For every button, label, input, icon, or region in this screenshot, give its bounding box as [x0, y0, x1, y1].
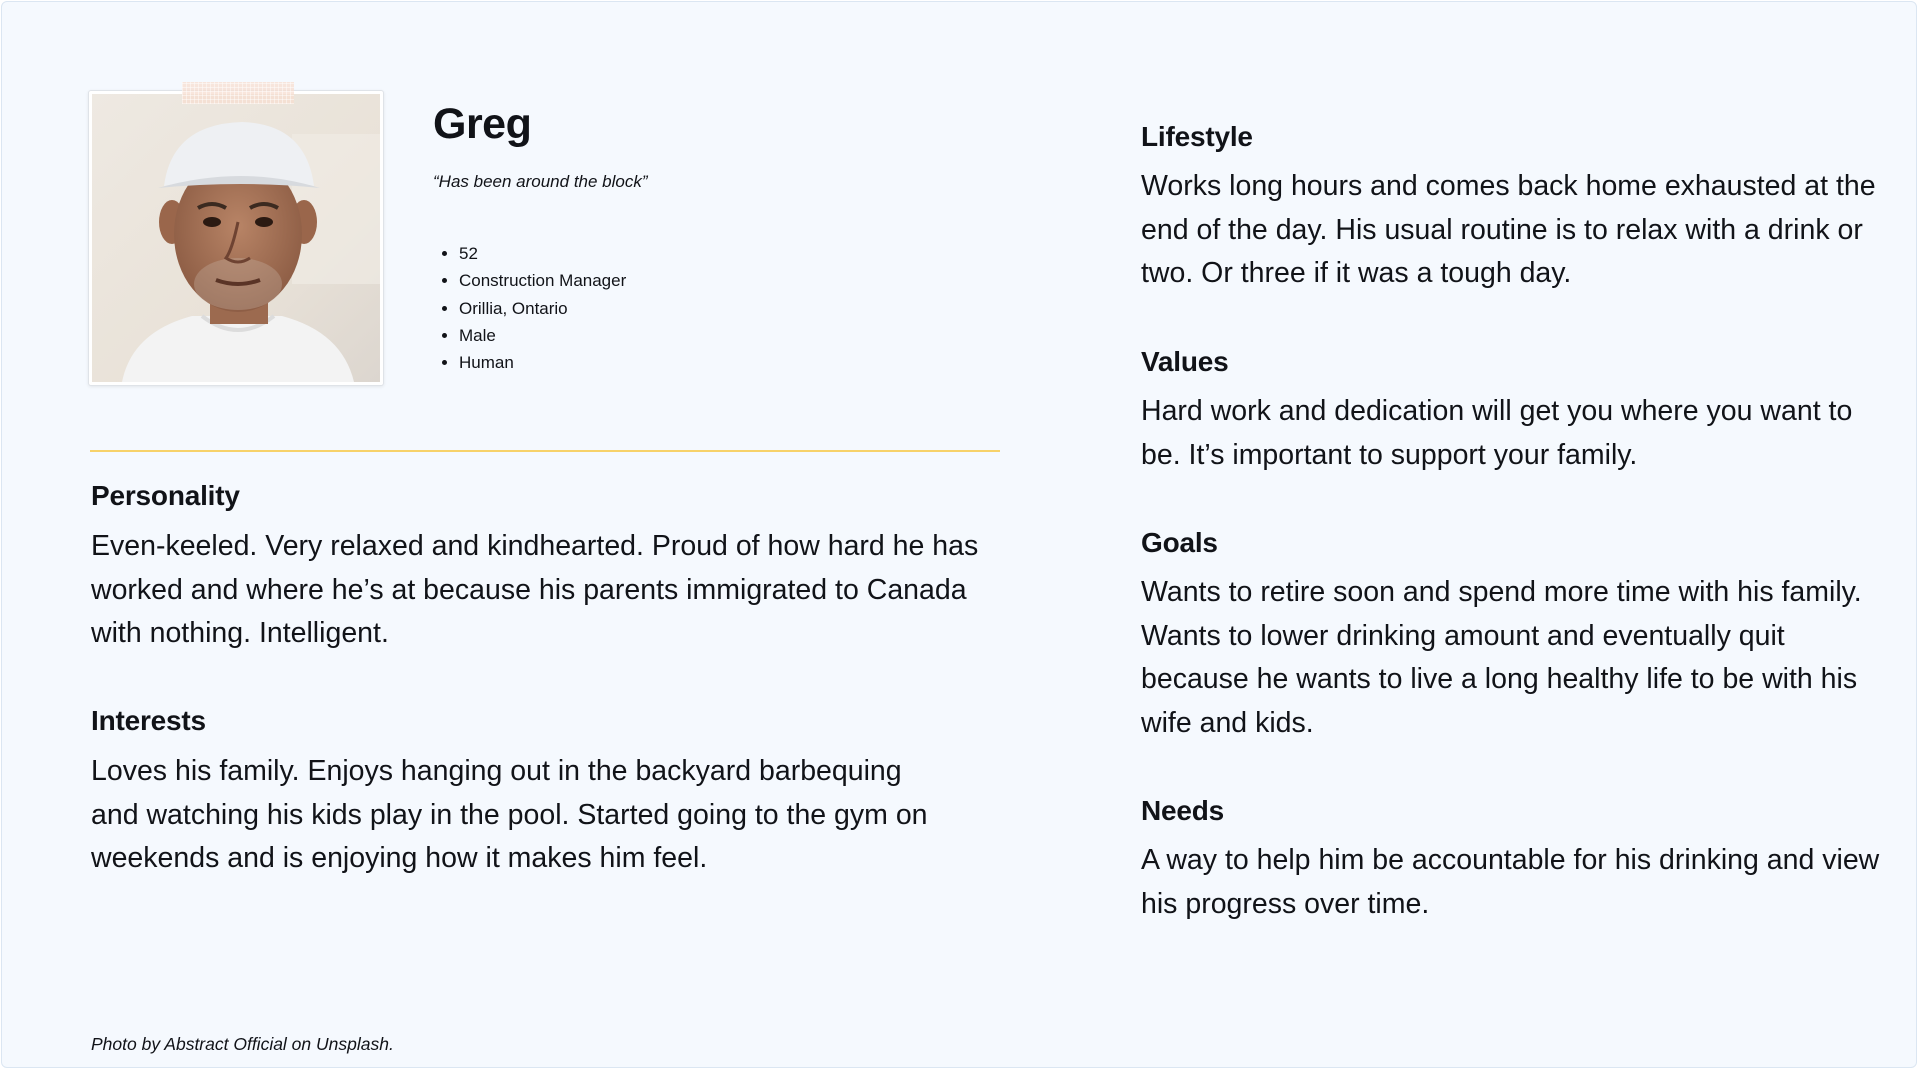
lifestyle-heading: Lifestyle — [1141, 121, 1253, 152]
lifestyle-text: Works long hours and comes back home exhausted at the end of the day. His usual routine is to relax with a drink or two. Or three if it was a tough day. — [1141, 170, 1876, 289]
portrait-image — [92, 94, 380, 382]
section-divider — [90, 450, 1000, 452]
values-heading: Values — [1141, 346, 1229, 377]
fact-location: • Orillia, Ontario — [459, 295, 626, 322]
fact-occupation: • Construction Manager — [459, 267, 626, 294]
fact-species: • Human — [459, 349, 626, 376]
interests-text: Loves his family. Enjoys hanging out in the backyard barbequing and watching his kids play in the pool. Started going to the gym on weekends and is enjoying how it makes him feel. — [91, 755, 928, 874]
photo-credit: Photo by Abstract Official on Unsplash. — [91, 1034, 394, 1054]
persona-card — [1, 1, 1917, 1068]
tape-strip — [182, 82, 294, 104]
goals-text: Wants to retire soon and spend more time with his family. Wants to lower drinking amount and eventually quit because he wants to live a long healthy life to be with his wife and kids. — [1141, 576, 1862, 739]
portrait-photo — [88, 90, 384, 386]
personality-heading: Personality — [91, 480, 240, 511]
needs-text: A way to help him be accountable for his drinking and view his progress over time. — [1141, 844, 1880, 920]
persona-facts-list — [437, 240, 626, 376]
fact-age: • 52 — [459, 240, 626, 267]
personality-text: Even-keeled. Very relaxed and kindhearted. Proud of how hard he has worked and where he’s at because his parents immigrated to Canada with nothing. Intelligent. — [91, 530, 979, 649]
fact-gender: • Male — [459, 322, 626, 349]
interests-heading: Interests — [91, 705, 206, 736]
goals-heading: Goals — [1141, 527, 1218, 558]
persona-tagline: “Has been around the block” — [433, 172, 648, 191]
persona-name: Greg — [433, 100, 532, 148]
values-text: Hard work and dedication will get you where you want to be. It’s important to support your family. — [1141, 395, 1853, 471]
needs-heading: Needs — [1141, 795, 1225, 826]
